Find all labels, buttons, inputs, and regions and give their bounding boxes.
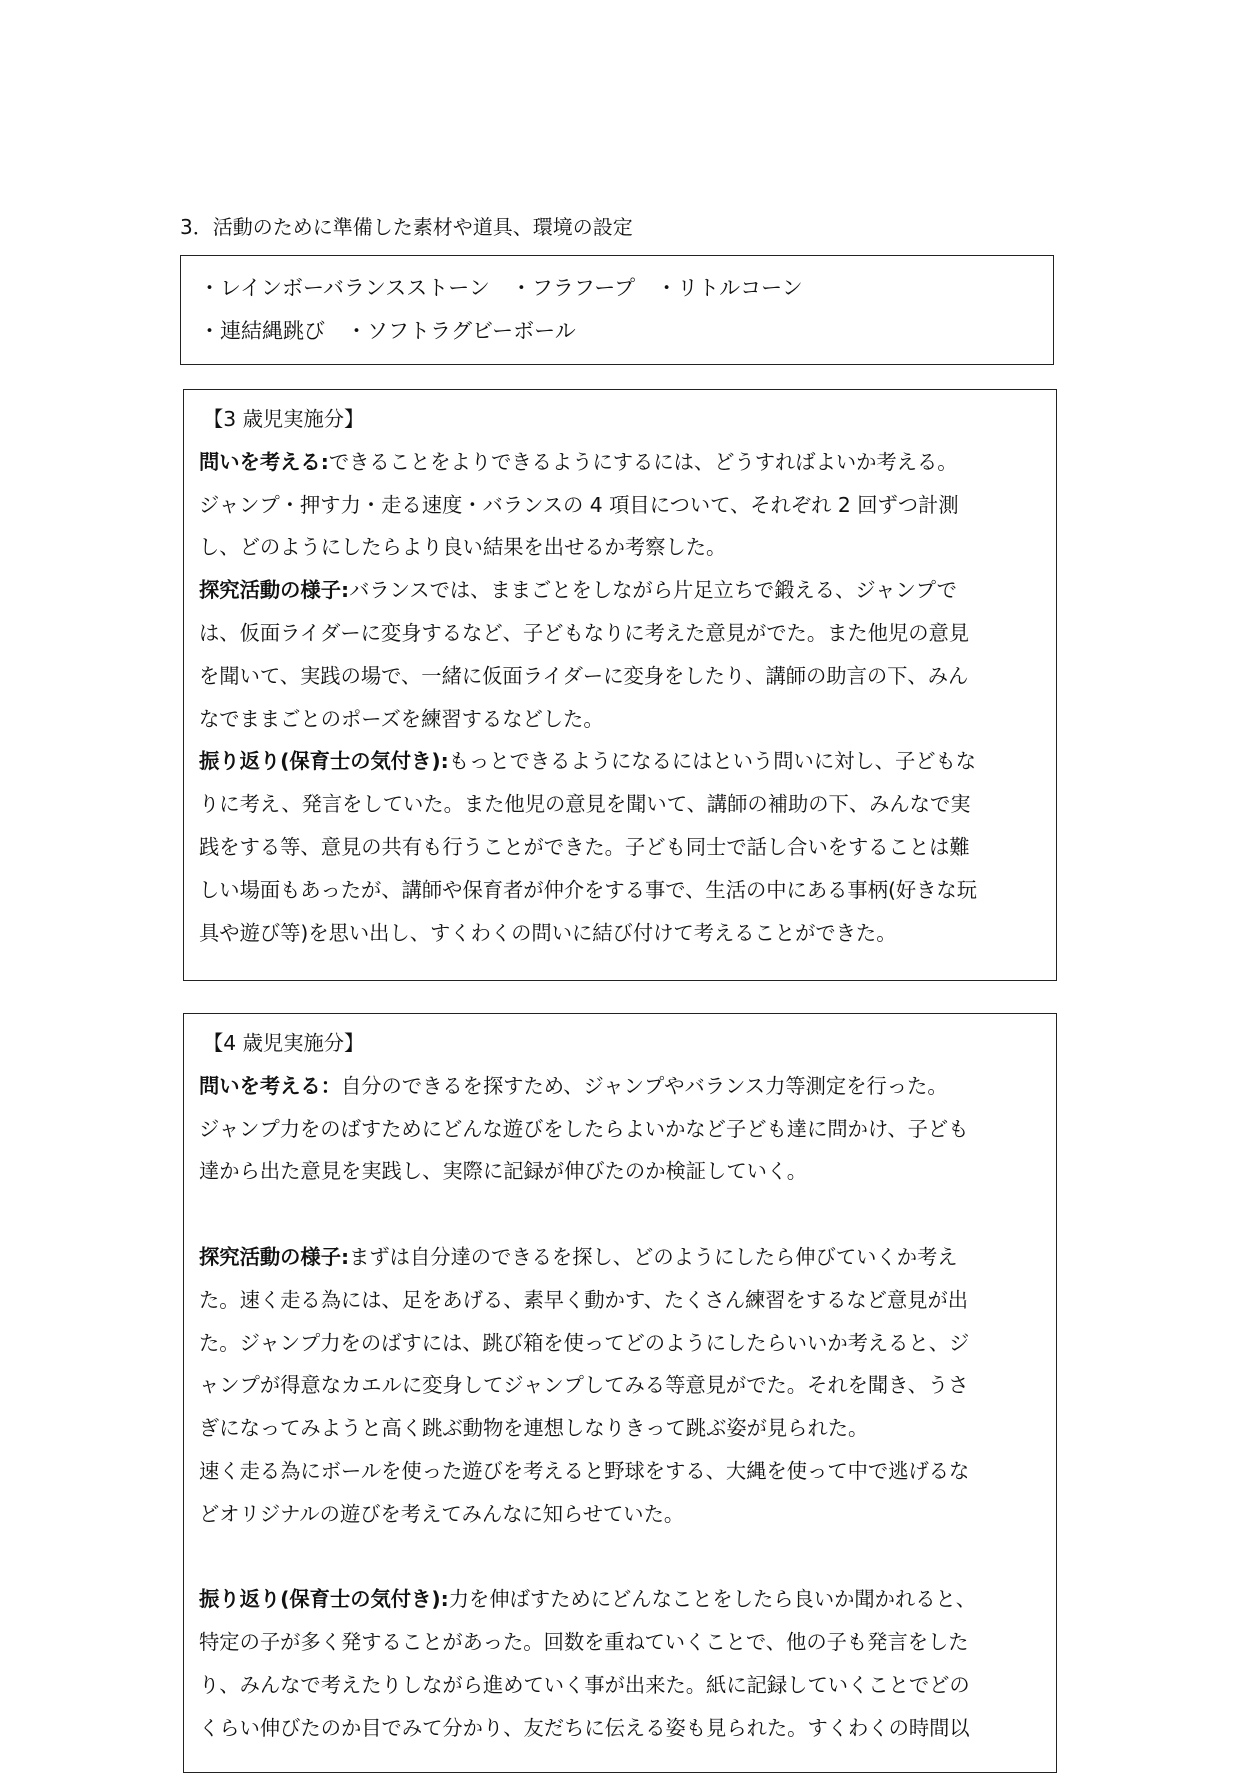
section-heading: 3．活動のために準備した素材や道具、環境の設定 — [180, 215, 633, 239]
reflection-line-2: りに考え、発言をしていた。また他児の意見を聞いて、講師の補助の下、みんなで実 — [199, 792, 971, 817]
reflection-line-4: くらい伸びたのか目でみて分かり、友だちに伝える姿も見られた。すくわくの時間以 — [199, 1715, 970, 1740]
blank-line — [199, 1536, 1041, 1579]
report-box-age-4 — [183, 1013, 1057, 1773]
question-line-2: ジャンプ・押す力・走る速度・バランスの 4 項目について、それぞれ 2 回ずつ計測 — [199, 492, 959, 517]
reflection-line-1 — [199, 1578, 1041, 1621]
inquiry-line-5: ぎになってみようと高く跳ぶ動物を連想しなりきって跳ぶ姿が見られた。 — [199, 1416, 869, 1441]
inquiry-text: バランスでは、ままごとをしながら片足立ちで鍛える、ジャンプで — [349, 578, 957, 603]
question-line-1 — [199, 441, 1041, 484]
materials-line-1: ・レインボーバランスストーン ・フラフープ ・リトルコーン — [199, 276, 803, 300]
reflection-label: 振り返り(保育士の気付き): — [199, 749, 449, 774]
inquiry-line-4: ャンプが得意なカエルに変身してジャンプしてみる等意見がでた。それを聞き、うさ — [199, 1373, 969, 1398]
blank-line — [199, 1193, 1041, 1236]
inquiry-label: 探究活動の様子: — [199, 1244, 350, 1269]
question-text: 自分のできるを探すため、ジャンプやバランス力等測定を行った。 — [340, 1073, 948, 1098]
box-header: 【4 歳児実施分】 — [203, 1031, 365, 1055]
question-line-3: 達から出た意見を実践し、実際に記録が伸びたのか検証していく。 — [199, 1159, 808, 1184]
inquiry-line-3: を聞いて、実践の場で、一緒に仮面ライダーに変身をしたり、講師の助言の下、みん — [199, 663, 969, 688]
reflection-text: もっとできるようになるにはという問いに対し、子どもな — [448, 749, 977, 774]
question-line-2: ジャンプ力をのばすためにどんな遊びをしたらよいかなど子ども達に問かけ、子ども — [199, 1116, 969, 1141]
question-label: 問いを考える: — [199, 449, 329, 474]
question-text: できることをよりできるようにするには、どうすればよいか考える。 — [328, 449, 958, 474]
reflection-line-1 — [199, 740, 1041, 783]
box-header: 【3 歳児実施分】 — [203, 407, 365, 431]
inquiry-line-1 — [199, 1236, 1041, 1279]
inquiry-line-1 — [199, 569, 1041, 612]
inquiry-line-7: どオリジナルの遊びを考えてみんなに知らせていた。 — [199, 1501, 685, 1526]
reflection-line-3: 践をする等、意見の共有も行うことができた。子ども同士で話し合いをすることは難 — [199, 834, 970, 859]
reflection-text: 力を伸ばすためにどんなことをしたら良いか聞かれると、 — [448, 1587, 977, 1612]
inquiry-line-6: 速く走る為にボールを使った遊びを考えると野球をする、大縄を使って中で逃げるな — [199, 1458, 970, 1483]
reflection-line-4: しい場面もあったが、講師や保育者が仲介をする事で、生活の中にある事柄(好きな玩 — [199, 877, 977, 902]
materials-box — [180, 255, 1054, 365]
inquiry-line-3: た。ジャンプ力をのばすには、跳び箱を使ってどのようにしたらいいか考えると、ジ — [199, 1330, 970, 1355]
inquiry-line-2: は、仮面ライダーに変身するなど、子どもなりに考えた意見がでた。また他児の意見 — [199, 620, 970, 645]
question-label: 問いを考える： — [199, 1073, 341, 1098]
inquiry-text: まずは自分達のできるを探し、どのようにしたら伸びていくか考え — [349, 1244, 958, 1269]
reflection-line-3: り、みんなで考えたりしながら進めていく事が出来た。紙に記録していくことでどの — [199, 1672, 970, 1697]
report-box-age-3 — [183, 389, 1057, 981]
question-line-1 — [199, 1065, 1041, 1108]
reflection-line-5: 具や遊び等)を思い出し、すくわくの問いに結び付けて考えることができた。 — [199, 920, 897, 945]
reflection-line-2: 特定の子が多く発することがあった。回数を重ねていくことで、他の子も発言をした — [199, 1630, 969, 1655]
reflection-label: 振り返り(保育士の気付き): — [199, 1587, 449, 1612]
inquiry-line-2: た。速く走る為には、足をあげる、素早く動かす、たくさん練習をするなど意見が出 — [199, 1287, 969, 1312]
question-line-3: し、どのようにしたらより良い結果を出せるか考察した。 — [199, 535, 727, 560]
inquiry-line-4: なでままごとのポーズを練習するなどした。 — [199, 706, 604, 731]
materials-line-2: ・連結縄跳び ・ソフトラグビーボール — [199, 319, 576, 343]
inquiry-label: 探究活動の様子: — [199, 578, 350, 603]
